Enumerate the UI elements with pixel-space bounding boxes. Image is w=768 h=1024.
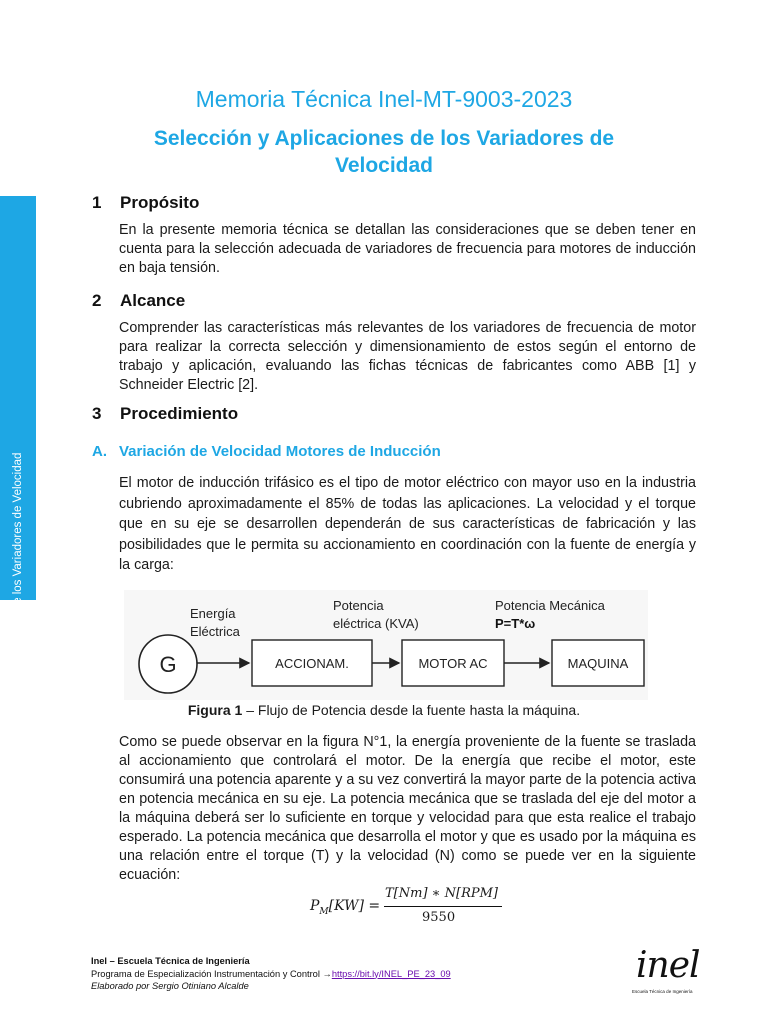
section-heading-purpose xyxy=(92,193,199,213)
footer-program: Programa de Especialización Instrumentación y Control → xyxy=(91,968,332,979)
label-mech-line2: P=T*ω xyxy=(495,616,536,631)
document-subtitle: Selección y Aplicaciones de los Variadores de Velocidad xyxy=(153,127,615,177)
subsection-number: A. xyxy=(92,443,107,460)
document-title: Memoria Técnica Inel-MT-9003-2023 xyxy=(195,86,573,112)
equation-lhs-unit: [KW] = xyxy=(328,898,381,914)
subsection-heading xyxy=(92,443,441,460)
section-purpose-text: En la presente memoria técnica se detallan las consideraciones que se deben tener en cuenta para la selección adecuada de variadores de frecuencia para motores de inducción en baja tensión. xyxy=(119,222,696,276)
power-flow-svg xyxy=(124,590,648,700)
section-number: 2 xyxy=(92,291,102,310)
inel-logo xyxy=(630,945,710,1005)
footer-link[interactable]: https://bit.ly/INEL_PE_23_09 xyxy=(331,968,451,979)
paragraph-power-explanation: Como se puede observar en la figura N°1, la energía proveniente de la fuente se traslada al accionamiento que controlará el motor. De la energía que recibe el motor, este consumirá una potencia aparente y a su vez convertirá la mayor parte de la potencia activa en potencia mecánica en su eje. La potencia mecánica que se traslada del eje del motor a la máquina deberá ser lo suficiente en torque y velocidad para que esta realice el trabajo esperado. La potencia mecánica que desarrolla el motor y que es usado por la máquina es una relación entre el torque (T) y la velocidad (N) como se puede ver en la siguiente ecuación: xyxy=(119,734,696,883)
label-mech-line1: Potencia Mecánica xyxy=(495,598,605,613)
equation-numerator: T[Nm] ∗ N[RPM] xyxy=(385,886,498,901)
footer-author: Elaborado por Sergio Otiniano Alcalde xyxy=(91,981,249,991)
section-title: Procedimiento xyxy=(120,404,239,423)
label-energy-line2: Eléctrica xyxy=(190,624,240,639)
figure-caption xyxy=(0,702,768,718)
sidebar-vertical-text: Selección y Aplicaciones de los Variadores de Velocidad xyxy=(12,452,24,740)
label-energy-line1: Energía xyxy=(190,606,236,621)
paragraph-induction-motor: El motor de inducción trifásico es el tipo de motor eléctrico con mayor uso en la industria cubriendo aproximadamente el 85% de todas las aplicaciones. La velocidad y el torque que en su eje se desarrollen dependerán de sus características de fabricación y las posibilidades que le permita su accionamiento en coordinación con la fuente de energía y la carga: xyxy=(119,475,696,573)
power-flow-diagram xyxy=(124,590,648,700)
equation-denominator: 9550 xyxy=(422,910,456,925)
sidebar-tab xyxy=(0,196,36,740)
equation-fraction-bar xyxy=(384,906,502,907)
section-number: 3 xyxy=(92,404,102,423)
generator-label: G xyxy=(159,652,177,677)
equation-lhs xyxy=(310,898,380,917)
power-equation xyxy=(310,886,510,930)
section-number: 1 xyxy=(92,193,102,212)
box-drive-label: ACCIONAM. xyxy=(275,656,349,671)
section-title: Propósito xyxy=(120,193,200,212)
label-power-line1: Potencia xyxy=(333,598,384,613)
section-heading-scope xyxy=(92,291,185,311)
footer-organization: Inel – Escuela Técnica de Ingeniería xyxy=(91,956,250,966)
box-machine-label: MAQUINA xyxy=(567,656,629,671)
label-power-line2: eléctrica (KVA) xyxy=(333,616,419,631)
section-scope-text: Comprender las características más relevantes de los variadores de frecuencia de motor para realizar la correcta selección y dimensionamiento de estos según el entorno de trabajo y aplicación, evaluando las fichas técnicas de fabricantes como ABB [1] y Schneider Electric [2]. xyxy=(119,320,696,393)
box-motor-label: MOTOR AC xyxy=(418,656,488,671)
section-title: Alcance xyxy=(120,291,186,310)
figure-label: Figura 1 xyxy=(187,702,243,718)
logo-wordmark: inel xyxy=(636,945,700,986)
equation-lhs-subscript: M xyxy=(319,906,329,917)
footer-program-line xyxy=(91,968,451,981)
section-heading-procedure xyxy=(92,404,238,424)
page-footer xyxy=(91,955,451,993)
figure-caption-text: – Flujo de Potencia desde la fuente hasta la máquina. xyxy=(242,702,581,718)
logo-tagline: Escuela Técnica de Ingeniería xyxy=(632,989,693,994)
subsection-title: Variación de Velocidad Motores de Inducción xyxy=(119,443,441,460)
equation-lhs-symbol: P xyxy=(310,898,320,914)
